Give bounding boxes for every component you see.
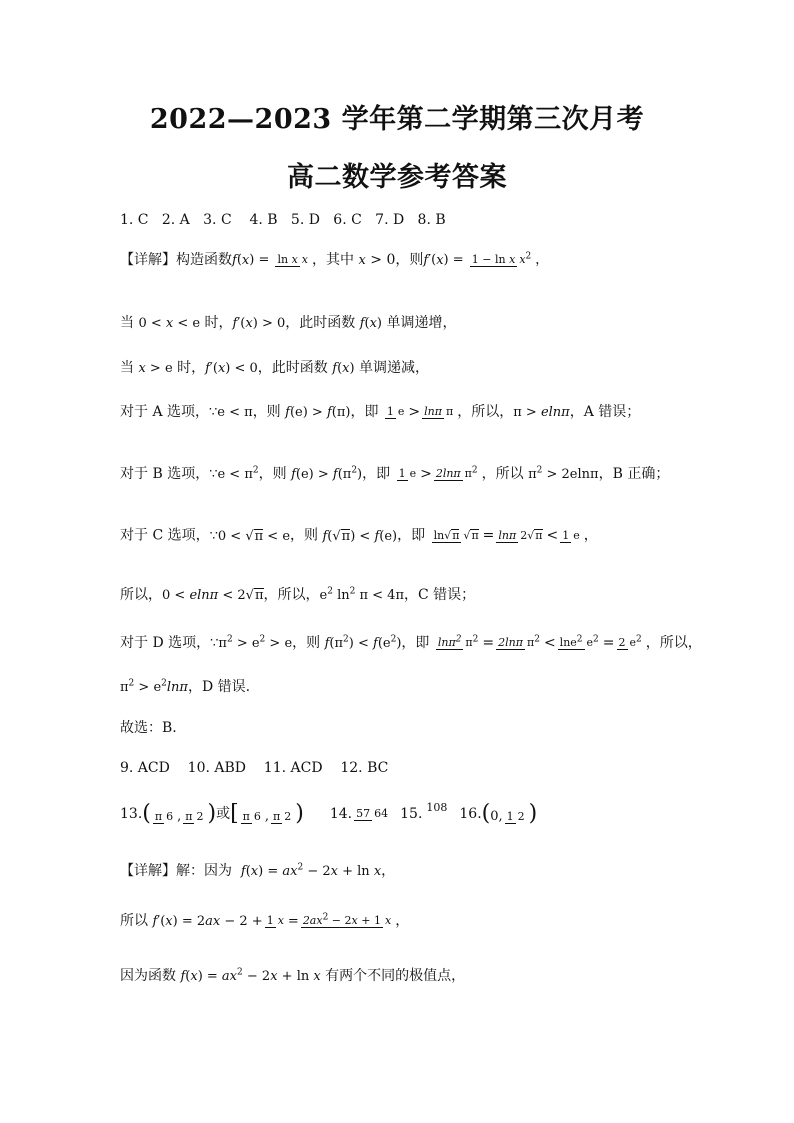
fx-def: f(x) = ln x x — [232, 252, 309, 268]
q16-label: 16. — [459, 806, 482, 822]
fprime-def: f′(x) = 1 − ln x $x^2$ ， — [423, 251, 549, 268]
increasing-line: 当 0 < x < e 时，f′(x) > 0，此时函数 f(x) 单调递增， — [120, 315, 457, 331]
option-d-conclusion: $\pi^2 > e^2\ln\pi$，D 错误. — [120, 678, 251, 695]
q13-interval-open: ( π 6 , π 2 ) — [142, 801, 217, 826]
answers-13-16 — [120, 800, 538, 826]
option-c-line: 对于 C 选项，∵0 < √π < e，则 f(√ π) < f(e)，即 ln√ π√ π = lnπ 2√ π < 1 e ， — [120, 528, 598, 543]
choose-line: 故选：B. — [120, 720, 177, 736]
option-b-line: 对于 B 选项，∵e < $\pi^2$，则 $f(e) > f(\pi^2)$，即 1 e > 2lnπ $\pi^2$ ，所以 $\pi^2 > 2eln\pi$，B 正确； — [120, 465, 670, 482]
q14-label: 14. — [329, 806, 353, 822]
detail-intro: 构造函数 — [176, 252, 232, 268]
page-subtitle: 高二数学参考答案 — [287, 162, 507, 193]
detail2-last: 因为函数 $f(x) = ax^2 - 2x + \ln x$ 有两个不同的极值点， — [120, 967, 466, 984]
q13-interval-closed: [ π 6 , π 2 ) — [230, 801, 304, 826]
q14-answer: 57 64 — [356, 807, 389, 820]
answers-1-8: 1. C 2. A 3. C 4. B 5. D 6. C 7. D 8. B — [120, 212, 446, 228]
answers-9-12: 9. ACD 10. ABD 11. ACD 12. BC — [120, 760, 389, 776]
option-c-conclusion: 所以，0 < elnπ < 2√ π，所以，$e^2$ $\ln^2 \pi < 4\pi$，C 错误； — [120, 588, 475, 602]
q13-label: 13. — [120, 806, 143, 822]
detail-label: 【详解】 — [120, 252, 176, 268]
detail2-derivative: 所以 f′(x) = 2ax − 2 +1 $x = 2ax^2 - 2x + 1$ x ， — [120, 912, 410, 929]
q15-answer: 108 — [426, 800, 448, 814]
q16-interval: (0, 1 2 ) — [481, 801, 538, 826]
page-title: 2022—2023 学年第二学期第三次月考 — [149, 104, 645, 135]
domain-text: ，其中 x > 0，则 — [312, 252, 424, 268]
q15-label: 15. — [400, 806, 423, 822]
option-d-line: 对于 D 选项，$\because\pi^2 > e^2 > e$，则 $f(\pi^2) < f(e^2)$，即 lnπ$^2$ $\pi^2 = 2\ln\pi$ $\pi^2 < \ln e^2$ $e^2 = 2$ $e^2$ ，所以， — [120, 634, 702, 651]
detail2-line: 【详解】 解：因为 $f(x) = ax^2 - 2x + \ln x$， — [120, 862, 396, 879]
option-a-line: 对于 A 选项，∵e < π，则 f(e) > f(π)，即 1 e > lnπ π ，所以，π > elnπ，A 错误； — [120, 404, 641, 420]
q13-or: 或 — [216, 806, 231, 822]
decreasing-line: 当 x > e 时，f′(x) < 0，此时函数 f(x) 单调递减， — [120, 360, 430, 376]
detail-intro-line — [120, 253, 548, 267]
